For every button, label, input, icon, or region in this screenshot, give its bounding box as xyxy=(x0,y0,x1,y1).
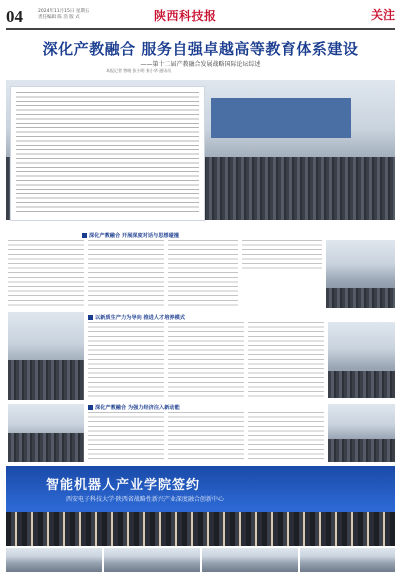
text-column xyxy=(242,240,322,270)
text-column xyxy=(88,240,164,308)
section-name: 关注 xyxy=(370,8,395,22)
subtitle-text: 深化产教融合 为强力经济注入新动能 xyxy=(95,405,180,411)
bottom-photo-1 xyxy=(6,548,102,572)
audience xyxy=(328,439,395,462)
text-column xyxy=(168,412,244,462)
bottom-photo-4 xyxy=(300,548,395,572)
audience xyxy=(328,371,395,398)
bottom-photo-3 xyxy=(202,548,298,572)
section-subtitle-3 xyxy=(88,404,180,411)
banner-subtitle: 西安电子科技大学·陕西省战略性新兴产业深度融合创新中心 xyxy=(66,496,224,503)
masthead-logo: 陕西科技报 xyxy=(154,9,217,23)
forum-photo xyxy=(8,312,84,400)
editor-line: 责任编辑 陈 浩 版 式 xyxy=(38,15,80,20)
text-column xyxy=(88,412,164,462)
text-column xyxy=(168,322,244,398)
article-subhead: ——第十二届产教融合发展战略国际论坛综述 xyxy=(140,61,261,68)
subtitle-marker xyxy=(82,233,87,238)
text-column xyxy=(248,322,324,398)
panel-photo xyxy=(328,322,395,398)
text-column xyxy=(88,322,164,398)
page-number: 04 xyxy=(6,7,23,26)
intro-text-box xyxy=(10,86,205,221)
text-column xyxy=(168,240,238,308)
stage-screen xyxy=(211,98,351,138)
text-column xyxy=(8,240,84,308)
section-subtitle-2 xyxy=(88,314,185,321)
audience xyxy=(8,433,84,462)
subtitle-marker xyxy=(88,405,93,410)
section-subtitle-1 xyxy=(82,232,179,239)
text-column xyxy=(248,412,324,462)
subtitle-marker xyxy=(88,315,93,320)
exhibition-photo xyxy=(328,404,395,462)
article-headline: 深化产教融合 服务自强卓越高等教育体系建设 xyxy=(42,40,359,58)
ceremony-participants xyxy=(6,512,395,546)
bottom-photo-2 xyxy=(104,548,200,572)
date-info xyxy=(38,9,89,21)
article-byline: 本报记者 曾晓 张小明 张小华 通讯员 xyxy=(106,68,172,73)
speaker-photo xyxy=(326,240,395,308)
banner-title: 智能机器人产业学院签约 xyxy=(46,478,201,493)
subtitle-text: 以新质生产力为导向 推进人才培养模式 xyxy=(95,315,185,321)
audience xyxy=(326,288,395,308)
signing-ceremony-photo xyxy=(6,466,395,546)
page-header xyxy=(6,6,395,30)
lecture-photo xyxy=(8,404,84,462)
audience xyxy=(8,360,84,400)
date-line: 2024年11月15日 星期五 xyxy=(38,9,90,14)
subtitle-text: 深化产教融合 开展深度对话与思想碰撞 xyxy=(89,233,179,239)
